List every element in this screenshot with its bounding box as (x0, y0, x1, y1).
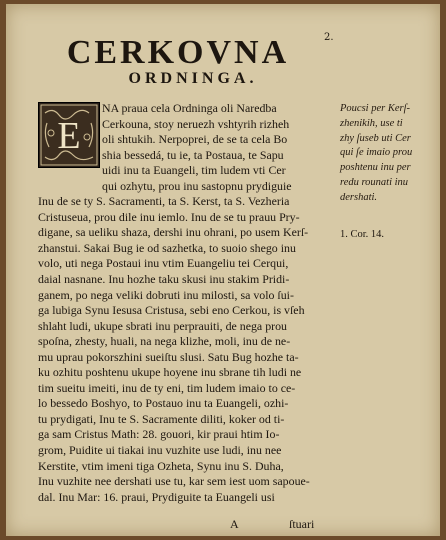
margin-note-line: Poucsi per Kerſ- (340, 103, 410, 114)
body-line: Inu de se ty S. Sacramenti, ta S. Kerst, ta S. Vezheria (38, 194, 290, 209)
body-line: tim sueitu imeiti, inu de ty eni, tim ludem imaio to ce- (38, 380, 296, 395)
book-page (6, 4, 440, 536)
body-line: ganem, po nega veliki dobruti inu milosti, sa volo ſui- (38, 287, 294, 302)
body-line: digane, sa ueliku shaza, dershi inu ohrani, po usem Kerſ- (38, 225, 309, 240)
margin-note-line: poshtenu inu per (340, 162, 411, 174)
margin-note-line: dershati. (340, 191, 378, 203)
body-line: lo bessedo Boshyo, to Postauo inu ta Euangeli, ozhi- (38, 396, 289, 411)
body-line: zhanstui. Sakai Bug ie od sazhetka, to suoio shego inu (38, 240, 296, 255)
body-line: Cristuseua, prou dile inu iemlo. Inu de se tu prauu Pry- (38, 209, 300, 224)
body-line: uidi inu ta Euangeli, tim ludem vti Cer (102, 163, 286, 178)
body-line: shlaht ludi, ukupe sbrati inu perprauiti, de nega prou (38, 318, 287, 333)
body-line: grom, Puidite ui tiakai inu vuzhite use ludi, inu nee (38, 443, 282, 458)
body-line: tu prydigati, Inu te S. Sacramente diliti, koker od ti- (38, 411, 285, 426)
page-subtitle: ORDNINGA. (128, 70, 258, 87)
body-line: Kerstite, vtim imeni tiga Ozheta, Synu inu S. Duha, (38, 458, 284, 473)
margin-note-line: qui ſe imaio prou (340, 147, 413, 159)
margin-note-line: zhenikih, use ti (340, 117, 403, 129)
body-text (38, 101, 340, 505)
margin-note-line: zhy ſuseb uti Cer (340, 132, 411, 144)
margin-note (340, 102, 438, 206)
body-line: ku ozhitu poshtenu ukupe hoyene inu sbrane tih ludi ne (38, 365, 302, 380)
body-line: oli shtukih. Nerpoprei, de se ta cela Bo (102, 132, 288, 147)
body-line: Cerkouna, stoy neruezh vshtyrih rizheh (102, 116, 290, 131)
page-title: CERKOVNA (66, 34, 290, 71)
corner-mark: 2. (324, 32, 334, 43)
drop-cap-letter: E (57, 115, 81, 157)
body-line: mu uprau pokorszhini sueiſtu slusi. Satu Bug hozhe ta- (38, 349, 299, 364)
margin-reference: 1. Cor. 14. (340, 229, 385, 240)
signature-mark: A (230, 517, 239, 531)
body-line: spoſna, zhesty, huali, na nega klizhe, moli, inu de ne- (38, 334, 291, 349)
body-line: shia bessedá, tu ie, ta Postaua, te Sapu (102, 147, 284, 162)
body-line: ga lubiga Synu Iesusa Cristusa, sebi eno Cerkou, is vſeh (38, 303, 305, 318)
body-line: NA praua cela Ordninga oli Naredba (102, 101, 277, 115)
margin-note-line: redu rounati inu (340, 176, 409, 188)
body-line: ga sam Cristus Math: 28. gouori, kir praui htim Io- (38, 427, 280, 442)
body-line: daial nasnane. Inu hozhe taku skusi inu stakim Pridi- (38, 272, 290, 287)
body-line: Inu vuzhite nee dershati use tu, kar sem iest uom sapoue- (38, 474, 310, 489)
catchword: ſtuari (289, 517, 315, 531)
body-line: qui ozhytu, prou inu sastopnu prydiguie (102, 178, 292, 193)
body-line: dal. Inu Mar: 16. praui, Prydiguite ta Euangeli usi (38, 489, 275, 504)
body-line: volo, uti nega Postaui inu vtim Euangeliu tei Cerqui, (38, 256, 289, 271)
